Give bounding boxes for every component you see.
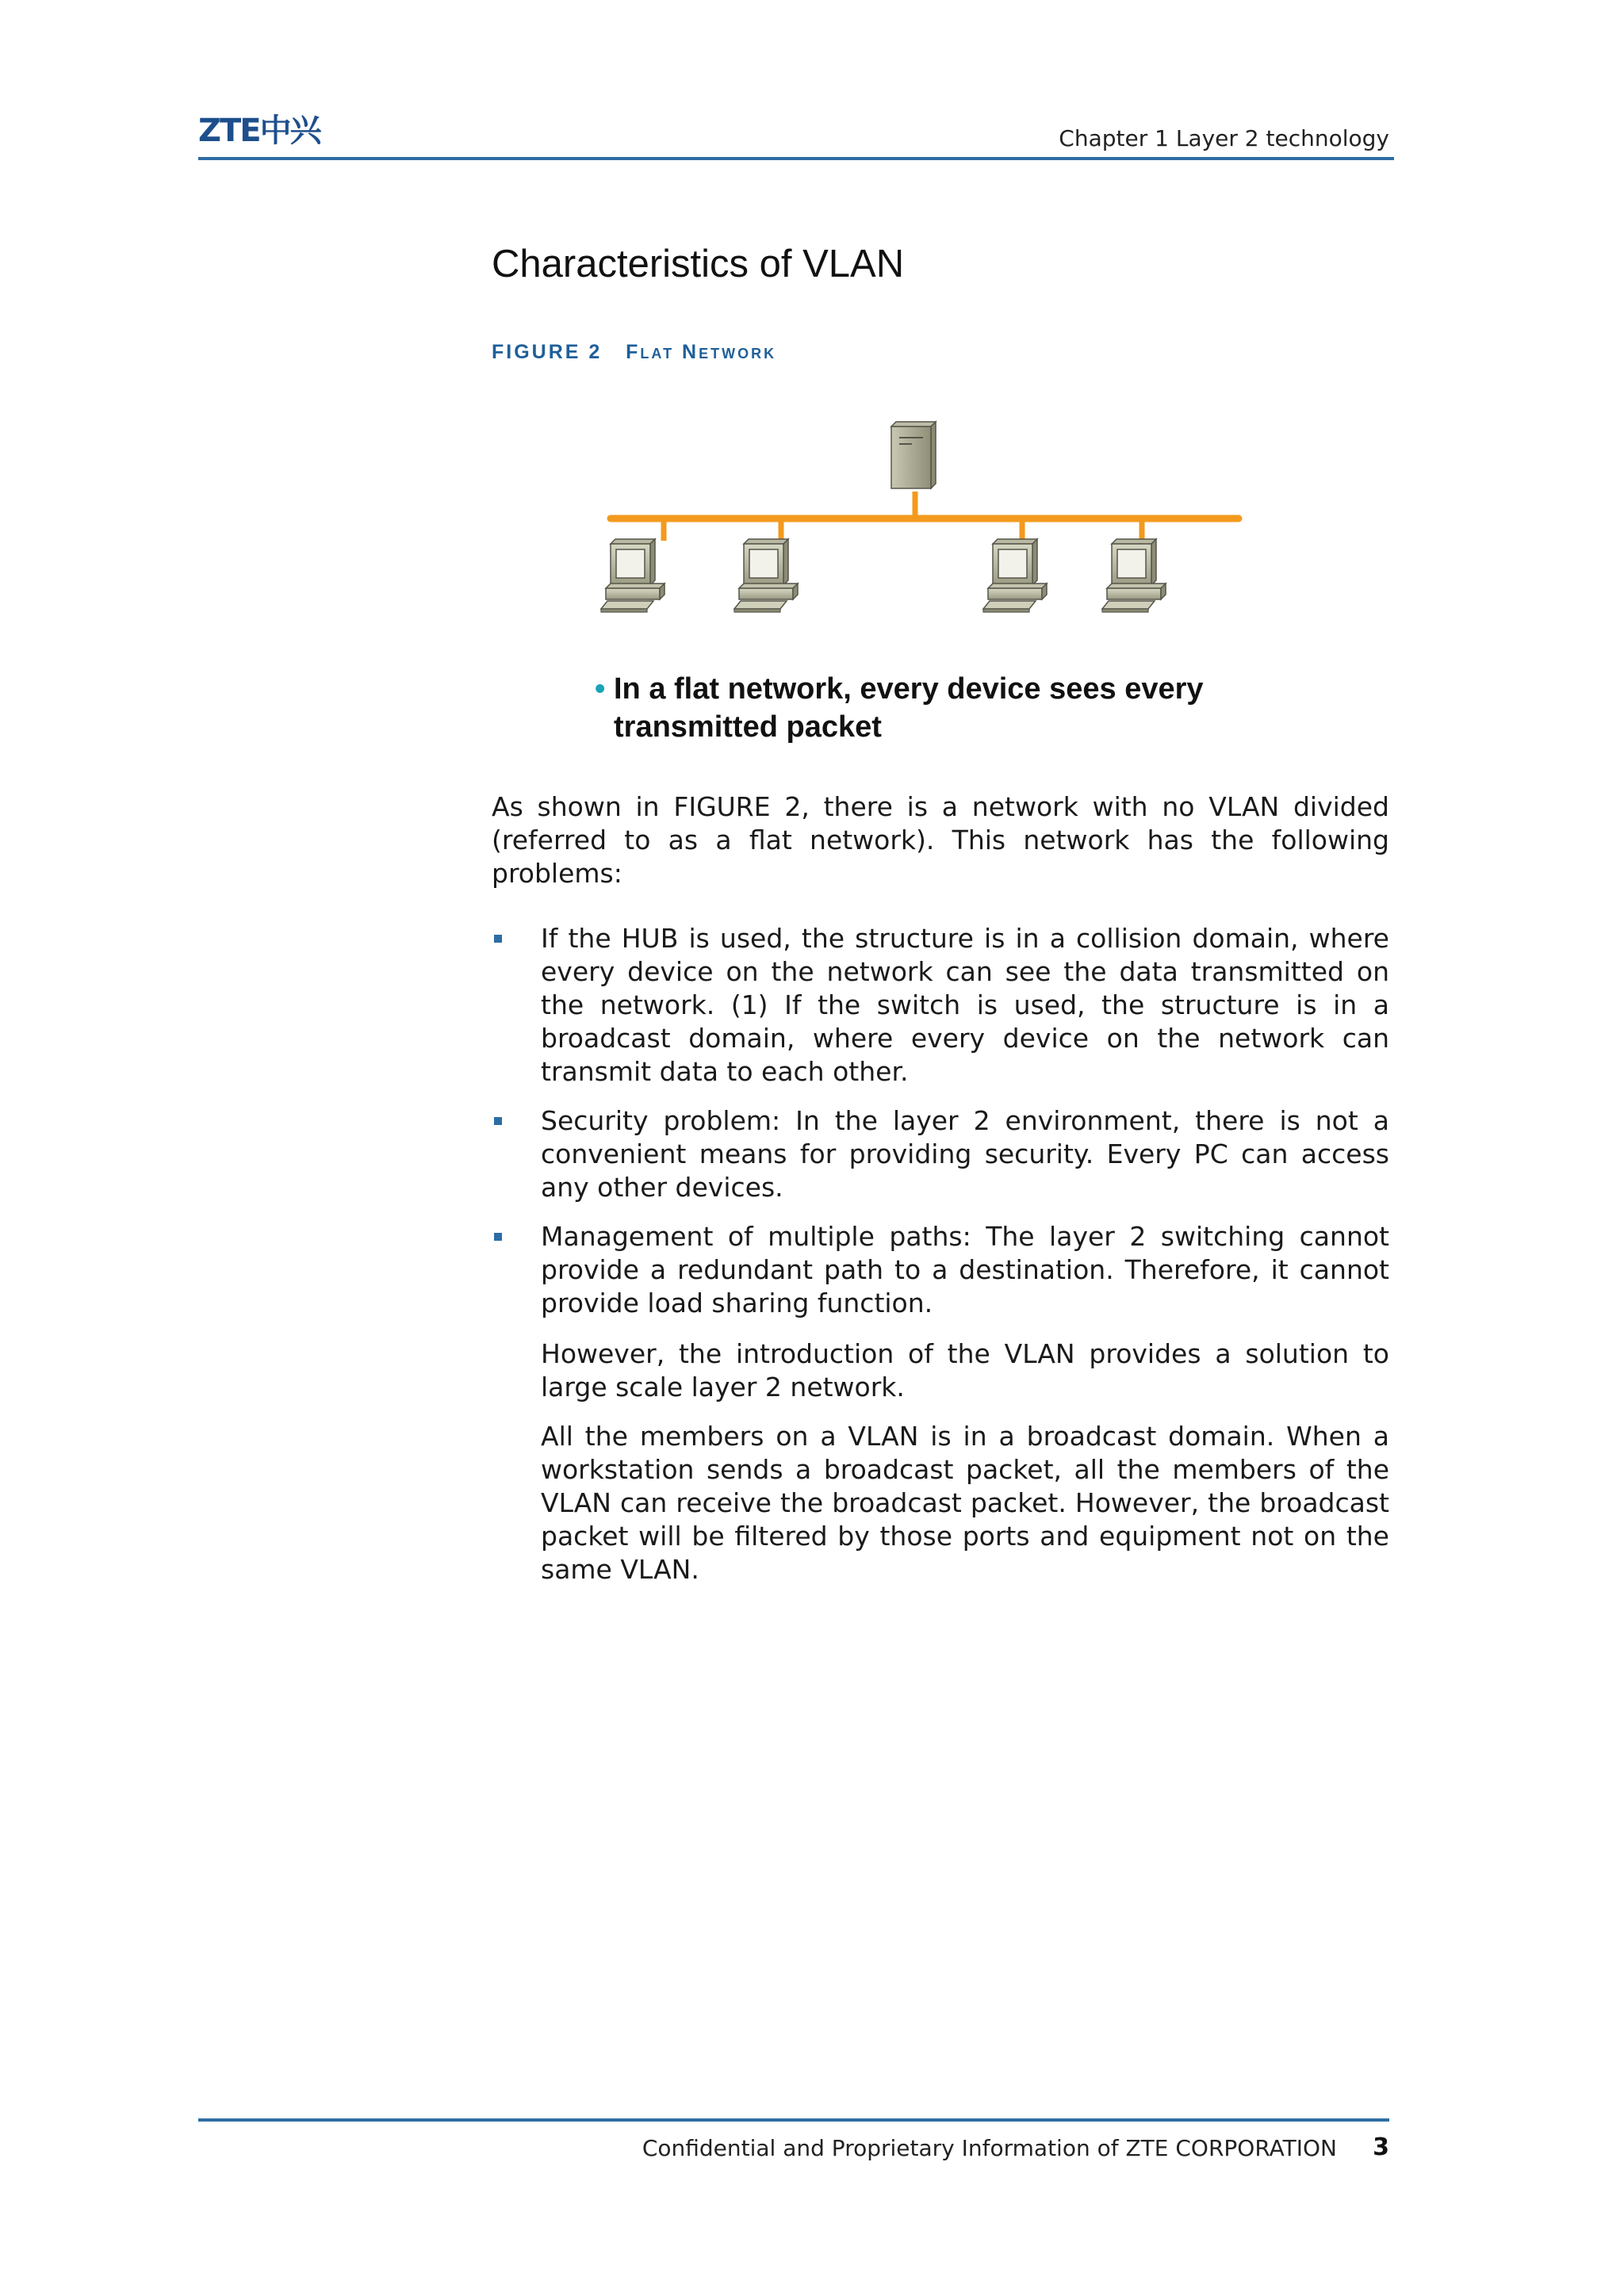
bullet-dot-icon: • [595,672,606,706]
intro-paragraph: As shown in FIGURE 2, there is a network with no VLAN divided (referred to as a flat network). This network has the following problems: [492,791,1389,889]
list-item-text: Security problem: In the layer 2 environment, there is not a convenient means for providing security. Every PC can access any other devices. [541,1105,1389,1203]
caption-rest-etwork: ETWORK [699,346,777,362]
list-item [492,1220,1389,1320]
workstation-icon [734,539,798,612]
problems-list [492,922,1389,1336]
caption-rest-lat: LAT [640,346,675,362]
figure-bullet-text: In a flat network, every device sees every transmitted packet [614,672,1204,744]
footer-divider [198,2118,1389,2122]
square-bullet-icon [494,935,502,943]
page-number: 3 [1373,2133,1389,2161]
workstation-icon [983,539,1047,612]
figure-caption [492,341,776,364]
workstation-icon [1102,539,1166,612]
list-item-text: Management of multiple paths: The layer 2 switching cannot provide a redundant path to a destination. Therefore, it cannot provide load sharing function. [541,1221,1389,1318]
server-icon [891,422,936,488]
confidential-notice: Confidential and Proprietary Information of ZTE CORPORATION [642,2135,1337,2161]
caption-letter-f: F [626,341,641,363]
square-bullet-icon [494,1117,502,1125]
header-divider [198,157,1394,160]
list-item [492,922,1389,1089]
figure-label: FIGURE 2 [492,341,603,363]
svg-text:ZTE中兴: ZTE中兴 [198,113,320,149]
however-paragraph: However, the introduction of the VLAN provides a solution to large scale layer 2 network. [541,1338,1389,1402]
workstation-icon [601,539,665,612]
zte-logo [198,111,320,149]
list-item [492,1104,1389,1204]
flat-network-diagram [595,412,1253,618]
members-paragraph: All the members on a VLAN is in a broadcast domain. When a workstation sends a broadcast packet, all the members of the VLAN can receive the broadcast packet. However, the broadcast packet will be filtered by those ports and equipment not on the same VLAN. [541,1421,1389,1585]
chapter-heading: Chapter 1 Layer 2 technology [1059,125,1389,151]
figure-bullet [595,670,1229,746]
caption-letter-n: N [682,341,699,363]
square-bullet-icon [494,1233,502,1241]
list-item-text: If the HUB is used, the structure is in a collision domain, where every device on the network can see the data transmitted on the network. (1) If the switch is used, the structure is in a broadcast domain, where every device on the network can transmit data to each other. [541,923,1389,1087]
section-title: Characteristics of VLAN [492,243,905,285]
